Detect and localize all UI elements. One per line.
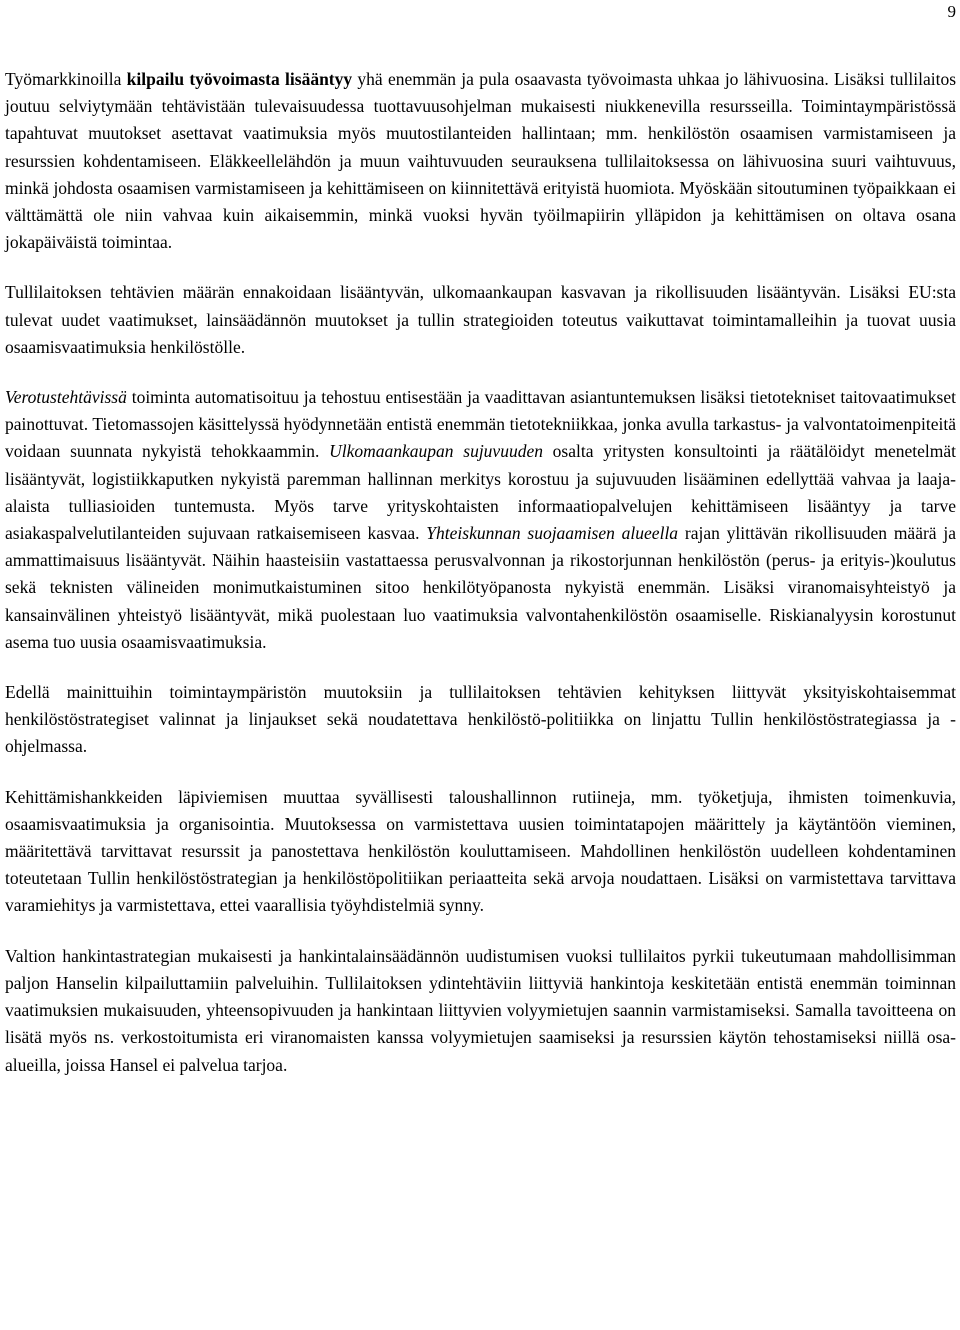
text-segment: Kehittämishankkeiden läpiviemisen muuttaa syvällisesti taloushallinnon rutiineja, mm. työketjuja, ihmisten toimenkuvia, osaamisvaatimuksia ja organisointia. Muutoksessa on varmistettava uusien toimintatapojen määrittely ja käytäntöön vieminen, määritettävä tarvittavat resurssit ja panostettava henkilöstön kouluttamiseen. Mahdollinen henkilöstön uudelleen kohdentaminen toteutetaan Tullin henkilöstöstrategian ja henkilöstöpolitiikan periaatteita sekä arvoja noudattaen. Lisäksi on varmistettava tarvittava varamiehitys ja varmistettava, ettei vaarallisia työyhdistelmiä synny. — [5, 786, 956, 916]
text-segment: yhä enemmän ja pula osaavasta työvoimasta uhkaa jo lähivuosina. Lisäksi tullilaitos joutuu selviytymään tehtävistään tulevaisuudessa tuottavuusohjelman mukaisesti niukkenevilla resursseilla. Toimintaympäristössä tapahtuvat muutokset asettavat vaatimuksia myös muutostilanteiden hallintaan; mm. henkilöstön osaamisen varmistamiseen ja resurssien kohdentamiseen. Eläkkeellelähdön ja muun vaihtuvuuden seurauksena tullilaitoksessa on lähivuosina suuri vaihtuvuus, minkä johdosta osaamisen varmistamiseen ja kehittämiseen on kiinnitettävä erityistä huomiota. Myöskään sitoutuminen työpaikkaan ei välttämättä ole niin vahvaa kuin aikaisemmin, minkä vuoksi hyvän työilmapiirin ylläpidon ja kehittämisen on oltava osana jokapäiväistä toimintaa. — [5, 69, 956, 253]
italic-text-segment: Ulkomaankaupan sujuvuuden — [329, 441, 543, 462]
italic-text-segment: Verotustehtävissä — [5, 387, 127, 408]
text-segment: toiminta automatisoituu ja tehostuu entisestään ja vaadittavan asiantuntemuksen lisäksi tietotekniset taitovaatimukset painottuvat. Tietomassojen käsittelyssä hyödynnetään entistä enemmän tietotekniikkaa, jonka avulla tarkastus- ja valvontatoimenpiteitä voidaan suunnata nykyistä tehokkaammin. — [5, 387, 956, 462]
paragraph-development-projects — [5, 784, 956, 920]
paragraph-taxation-tasks — [5, 384, 956, 656]
text-segment: Tullilaitoksen tehtävien määrän ennakoidaan lisääntyvän, ulkomaankaupan kasvavan ja rikollisuuden lisääntyvän. Lisäksi EU:sta tulevat uudet vaatimukset, lainsäädännön muutokset ja tullin strategioiden toteutus vaikuttavat toimintamalleihin ja tuovat uusia osaamisvaatimuksia henkilöstölle. — [5, 282, 956, 357]
paragraph-hr-strategy — [5, 679, 956, 761]
page-number: 9 — [947, 2, 956, 21]
paragraph-customs-tasks — [5, 279, 956, 361]
text-segment: osalta yritysten konsultointi ja räätälöidyt menetelmät lisääntyvät, logistiikkaputken nykyistä paremman hallinnan merkitys korostuu ja sujuvuuden lisääminen edellyttää vahvaa ja laaja-alaista tulliasioiden tuntemusta. Myös tarve yrityskohtaisten informaatiopalvelujen kehittämiseen lisääntyy ja tarve asiakaspalvelutilanteiden sujuvaan ratkaisemiseen kasvaa. — [5, 441, 956, 544]
paragraph-labor-market — [5, 66, 956, 256]
paragraph-procurement — [5, 943, 956, 1079]
text-segment: Edellä mainittuihin toimintaympäristön muutoksiin ja tullilaitoksen tehtävien kehityksen liittyvät yksityiskohtaisemmat henkilöstöstrategiset valinnat ja linjaukset sekä noudatettava henkilöstö-politiikka on linjattu Tullin henkilöstöstrategiassa ja -ohjelmassa. — [5, 682, 956, 757]
text-segment: Työmarkkinoilla — [5, 69, 127, 89]
text-segment: rajan ylittävän rikollisuuden määrä ja ammattimaisuus lisääntyvät. Näihin haasteisiin vastattaessa perusvalvonnan ja rikostorjunnan henkilöstön (perus- ja erityis-)koulutus sekä teknisten välineiden monimutkaistuminen sitoo henkilötyöpanosta nykyistä enemmän. Lisäksi viranomaisyhteistyö ja kansainvälinen yhteistyö lisääntyvät, mikä puolestaan luo vaatimuksia valvontahenkilöstön osaamiselle. Riskianalyysin korostunut asema tuo uusia osaamisvaatimuksia. — [5, 523, 956, 652]
bold-text-segment: kilpailu työvoimasta lisääntyy — [126, 69, 353, 89]
text-segment: Valtion hankintastrategian mukaisesti ja hankintalainsäädännön uudistumisen vuoksi tullilaitos pyrkii tukeutumaan mahdollisimman paljon Hanselin kilpailuttamiin palveluihin. Tullilaitoksen ydintehtäviin liittyviä hankintoja keskitetään entistä enemmän toiminnan vaatimuksien mukaisuuden, yhteensopivuuden ja hankintaan liittyvien volyymietujen saannin varmistamiseksi. Samalla tavoitteena on lisätä myös ns. verkostoitumista eri viranomaisten kanssa volyymietujen saamiseksi ja resurssien käytön tehostamiseksi niillä osa-alueilla, joissa Hansel ei palvelua tarjoa. — [5, 945, 956, 1075]
italic-text-segment: Yhteiskunnan suojaamisen alueella — [426, 523, 679, 544]
document-body — [5, 66, 956, 1079]
